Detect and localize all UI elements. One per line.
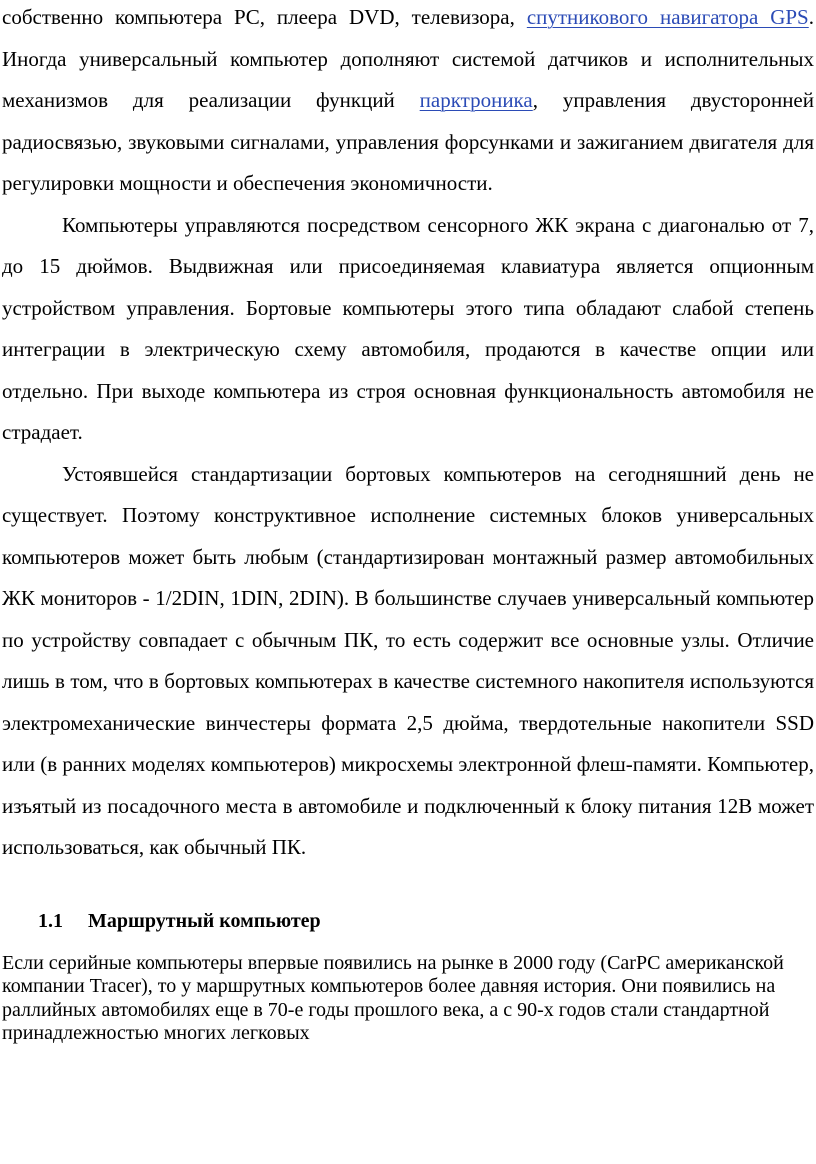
paragraph-1-text-a: собственно компьютера PC, плеера DVD, телевизора, [2, 5, 527, 29]
paragraph-1-text-c: , управления двусторонней радиосвязью, звуковыми сигналами, управления форсунками и зажиганием двигателя для регулировки мощности и обеспечения экономичности. [2, 88, 814, 195]
parktronic-link[interactable]: парктроника [419, 88, 533, 112]
paragraph-1 [2, 0, 814, 205]
paragraph-2: Компьютеры управляются посредством сенсорного ЖК экрана с диагональю от 7, до 15 дюймов. Выдвижная или присоединяемая клавиатура является опционным устройством управления. Бортовые компьютеры этого типа обладают слабой степень интеграции в электрическую схему автомобиля, продаются в качестве опции или отдельно. При выходе компьютера из строя основная функциональность автомобиля не страдает. [2, 212, 814, 444]
section-title: Маршрутный компьютер [88, 909, 321, 932]
paragraph-3: Устоявшейся стандартизации бортовых компьютеров на сегодняшний день не существует. Поэтому конструктивное исполнение системных блоков универсальных компьютеров может быть любым (стандартизирован монтажный размер автомобильных ЖК мониторов - 1/2DIN, 1DIN, 2DIN). В большинстве случаев универсальный компьютер по устройству совпадает с обычным ПК, то есть содержит все основные узлы. Отличие лишь в том, что в бортовых компьютерах в качестве системного накопителя используются электромеханические винчестеры формата 2,5 дюйма, твердотельные накопители SSD или (в ранних моделях компьютеров) микросхемы электронной флеш-памяти. Компьютер, изъятый из посадочного места в автомобиле и подключенный к блоку питания 12В может использоваться, как обычный ПК. [2, 461, 814, 859]
paragraph-4: Если серийные компьютеры впервые появились на рынке в 2000 году (CarPC американской компании Tracer), то у маршрутных компьютеров более давняя история. Они появились на раллийных автомобилях еще в 70-е годы прошлого века, а с 90-х годов стали стандартной принадлежностью многих легковых [2, 951, 784, 1044]
section-number: 1.1 [38, 909, 63, 932]
gps-navigator-link[interactable]: спутникового навигатора GPS [526, 5, 809, 29]
section-heading [2, 909, 814, 933]
paragraph-1-text-b: . Иногда универсальный компьютер дополняют системой датчиков и исполнительных механизмов для реализации функций [2, 5, 814, 112]
